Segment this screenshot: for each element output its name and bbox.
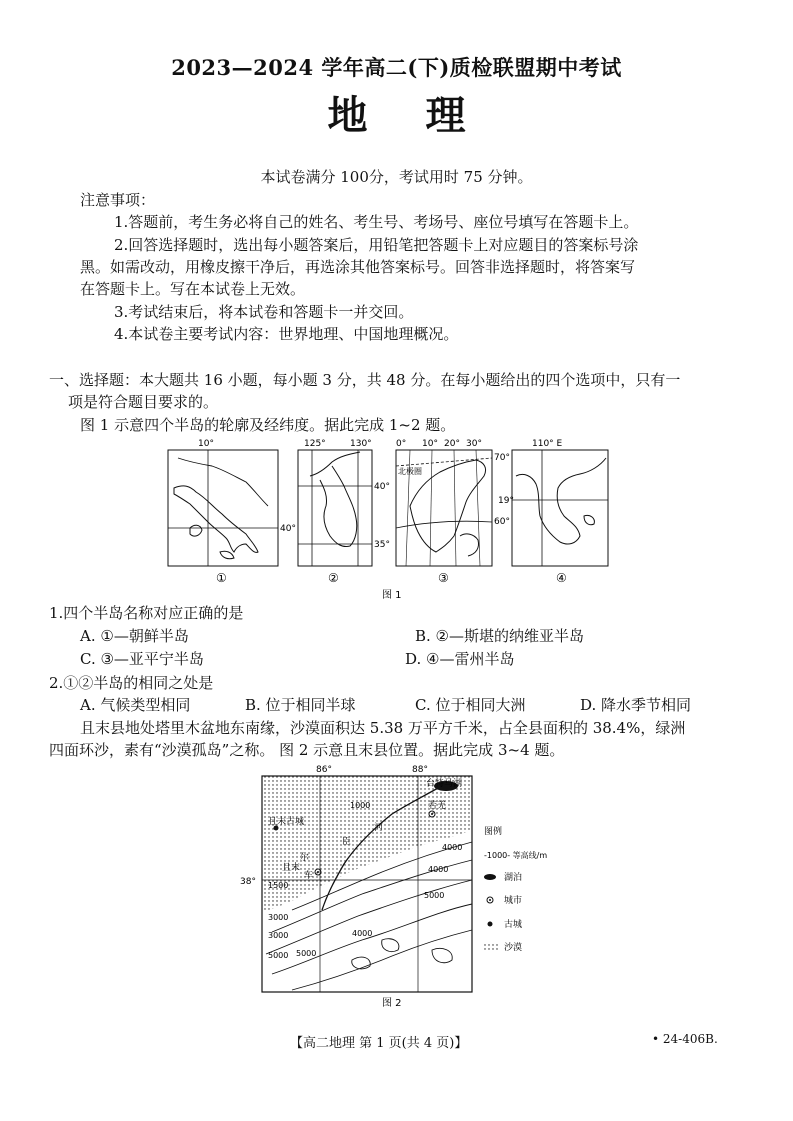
city-dot bbox=[431, 813, 433, 815]
legend bbox=[484, 825, 547, 953]
label-ruoqiang: 若羌 bbox=[428, 801, 447, 811]
legend-contour: -1000- 等高线/m bbox=[484, 851, 548, 860]
contour-label: 4000 bbox=[428, 865, 449, 874]
figure-1-caption: 图 1 bbox=[382, 590, 402, 601]
panel-2-map bbox=[298, 450, 372, 566]
figure-1 bbox=[160, 436, 620, 601]
label-taitema-lake: 台特马湖 bbox=[426, 779, 463, 789]
legend-desert-icon bbox=[484, 942, 498, 950]
contour-label: 5000 bbox=[424, 891, 445, 900]
label-river-he: 河 bbox=[374, 823, 384, 833]
panel-1-lon: 10° bbox=[198, 439, 214, 449]
label-river-che: 车 bbox=[304, 871, 314, 881]
legend-title: 图例 bbox=[484, 827, 503, 837]
legend-city: 城市 bbox=[504, 896, 523, 906]
panel-4-label: ④ bbox=[556, 571, 567, 585]
notice-item-2-line-2: 黑。如需改动，用橡皮擦干净后，再选涂其他答案标号。回答非选择题时，将答案写 bbox=[80, 258, 636, 276]
legend-city-dot bbox=[489, 899, 491, 901]
notice-item-3: 3.考试结束后，将本试卷和答题卡一并交回。 bbox=[114, 303, 414, 321]
panel-3-lon-10: 10° bbox=[422, 439, 438, 449]
question-1-option-a: A. ①—朝鲜半岛 bbox=[80, 627, 189, 645]
panel-3-label: ③ bbox=[438, 571, 449, 585]
section-heading: 一、选择题：本大题共 16 小题，每小题 3 分，共 48 分。在每小题给出的四个选项中，只有一 bbox=[49, 371, 681, 389]
question-1-stem: 1.四个半岛名称对应正确的是 bbox=[49, 604, 244, 622]
figure-2 bbox=[232, 760, 562, 1010]
section-heading-cont: 项是符合题目要求的。 bbox=[68, 393, 219, 411]
label-river-er: 尔 bbox=[300, 853, 310, 863]
panel-1-label: ① bbox=[216, 571, 227, 585]
legend-desert: 沙漠 bbox=[504, 943, 523, 953]
notice-item-4: 4.本试卷主要考试内容：世界地理、中国地理概况。 bbox=[114, 325, 459, 343]
question-2-option-c: C. 位于相同大洲 bbox=[415, 696, 526, 714]
question-1-option-c: C. ③—亚平宁半岛 bbox=[80, 650, 204, 668]
question-1-option-d: D. ④—雷州半岛 bbox=[405, 650, 515, 668]
figure1-intro: 图 1 示意四个半岛的轮廓及经纬度。据此完成 1~2 题。 bbox=[80, 416, 456, 434]
label-qiemo: 且末 bbox=[282, 863, 301, 873]
contour-label: 1500 bbox=[268, 881, 289, 890]
notice-item-2-line-1: 2.回答选择题时，选出每小题答案后，用铅笔把答题卡上对应题目的答案标号涂 bbox=[114, 236, 639, 254]
figure-2-lon-1: 86° bbox=[316, 765, 332, 775]
panel-1-lat: 40° bbox=[280, 524, 296, 534]
contour-label: 4000 bbox=[352, 929, 373, 938]
label-ancient-qiemo: 且末古城 bbox=[268, 817, 305, 827]
exam-info: 本试卷满分 100分，考试用时 75 分钟。 bbox=[260, 168, 533, 186]
panel-3-lon-0: 0° bbox=[396, 439, 407, 449]
panel-1-map bbox=[168, 450, 278, 566]
contour-label: 3000 bbox=[268, 913, 289, 922]
question-2-stem: 2.①②半岛的相同之处是 bbox=[49, 674, 214, 692]
panel-2-lat-2: 35° bbox=[374, 540, 390, 550]
legend-lake-icon bbox=[484, 874, 496, 880]
panel-3-lon-20: 20° bbox=[444, 439, 460, 449]
panel-4-lat: 19° bbox=[498, 496, 514, 506]
panel-2-label: ② bbox=[328, 571, 339, 585]
panel-3-arctic-circle: 北极圈 bbox=[398, 467, 422, 476]
passage-2-line-2: 四面环沙，素有“沙漠孤岛”之称。 图 2 示意且末县位置。据此完成 3~4 题。 bbox=[49, 741, 565, 759]
label-river-chen: 臣 bbox=[342, 837, 352, 847]
question-1-option-b: B. ②—斯堪的纳维亚半岛 bbox=[415, 627, 585, 645]
panel-4-lon: 110° E bbox=[532, 439, 563, 449]
passage-2-line-1: 且末县地处塔里木盆地东南缘，沙漠面积达 5.38 万平方千米，占全县面积的 38.4%，绿洲 bbox=[80, 719, 686, 737]
question-2-option-b: B. 位于相同半球 bbox=[245, 696, 356, 714]
panel-2-lon-2: 130° bbox=[350, 439, 372, 449]
panel-2-lat-1: 40° bbox=[374, 482, 390, 492]
exam-title: 2023—2024 学年高二(下)质检联盟期中考试 bbox=[171, 55, 622, 80]
page-footer: 【高二地理 第 1 页(共 4 页)】 bbox=[290, 1036, 468, 1051]
figure-2-lat: 38° bbox=[240, 877, 256, 887]
contour-label: 1000 bbox=[350, 801, 371, 810]
panel-2-lon-1: 125° bbox=[304, 439, 326, 449]
figure-2-caption: 图 2 bbox=[382, 998, 402, 1009]
legend-ancient-city: 古城 bbox=[504, 920, 523, 930]
panel-3-lat-1: 70° bbox=[494, 453, 510, 463]
legend-ancient-city-icon bbox=[488, 922, 493, 927]
question-2-option-a: A. 气候类型相同 bbox=[80, 696, 191, 714]
notice-item-1: 1.答题前，考生务必将自己的姓名、考生号、考场号、座位号填写在答题卡上。 bbox=[114, 213, 639, 231]
subject-title: 地理 bbox=[327, 92, 524, 139]
panel-4-map bbox=[512, 450, 608, 566]
question-2-option-d: D. 降水季节相同 bbox=[580, 696, 692, 714]
contour-label: 4000 bbox=[442, 843, 463, 852]
contour-label: 5000 bbox=[296, 949, 317, 958]
panel-3-lon-30: 30° bbox=[466, 439, 482, 449]
legend-lake: 湖泊 bbox=[504, 873, 523, 883]
contour-label: 3000 bbox=[268, 931, 289, 940]
notice-heading: 注意事项： bbox=[80, 191, 156, 209]
contour-label: 5000 bbox=[268, 951, 289, 960]
city-dot bbox=[317, 871, 319, 873]
panel-3-lat-2: 60° bbox=[494, 517, 510, 527]
exam-code: • 24-406B. bbox=[652, 1032, 718, 1046]
figure-2-lon-2: 88° bbox=[412, 765, 428, 775]
notice-item-2-line-3: 在答题卡上。写在本试卷上无效。 bbox=[80, 280, 306, 298]
